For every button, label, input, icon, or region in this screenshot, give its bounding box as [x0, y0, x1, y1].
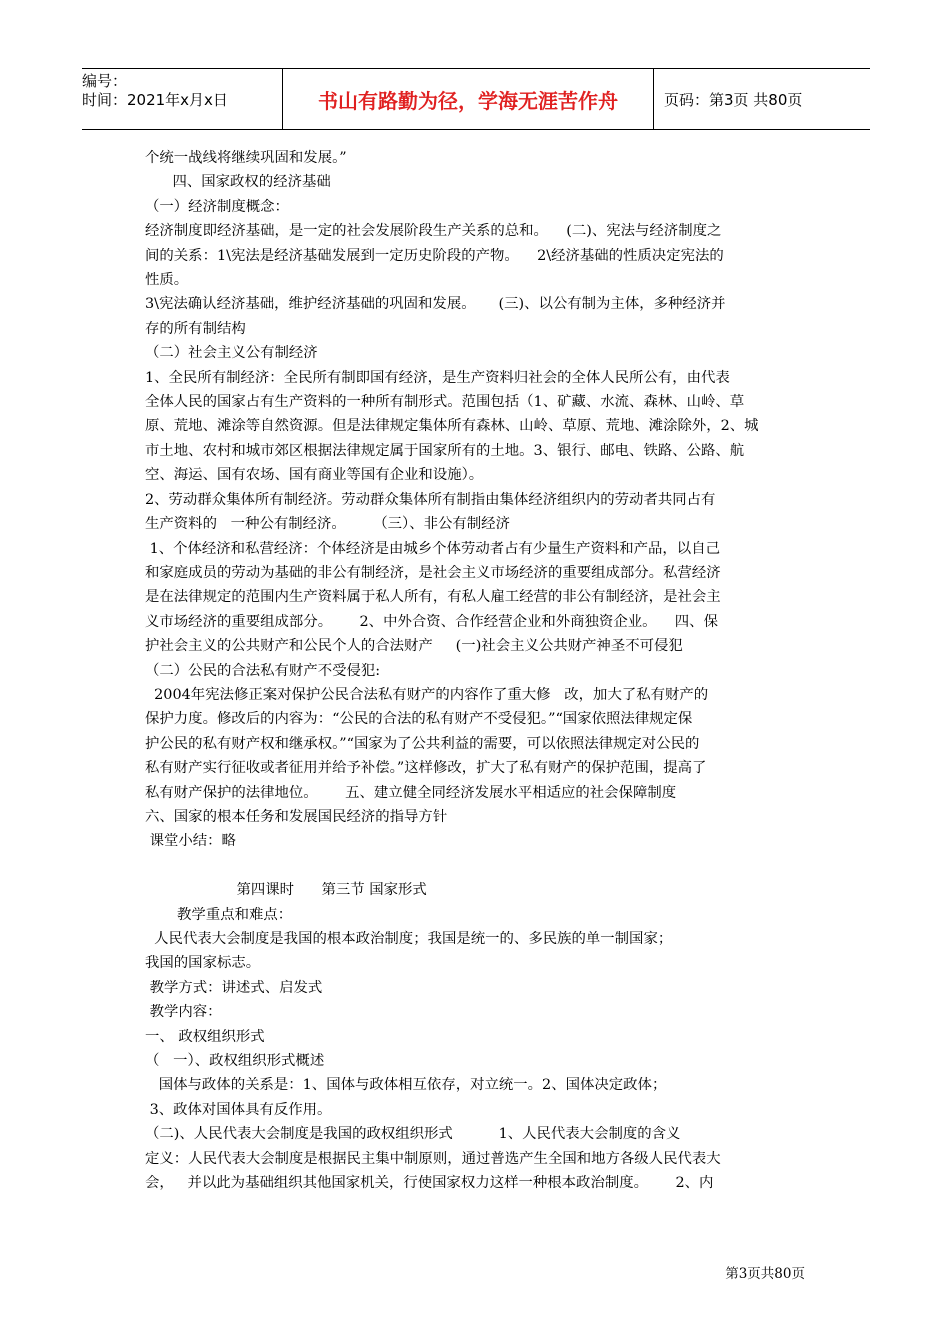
body-line: 1、全民所有制经济：全民所有制即国有经济，是生产资料归社会的全体人民所公有，由代表: [145, 369, 730, 386]
body-line: 是在法律规定的范围内生产资料属于私人所有，有私人雇工经营的非公有制经济，是社会主: [145, 589, 721, 606]
body-line: 护公民的私有财产权和继承权。”“国家为了公共利益的需要，可以依照法律规定对公民的: [145, 735, 700, 752]
body-line: 空、海运、国有农场、国有商业等国有企业和设施）。: [145, 467, 484, 484]
body-line: 护社会主义的公共财产和公民个人的合法财产 (一)社会主义公共财产神圣不可侵犯: [145, 638, 683, 655]
body-line: 定义：人民代表大会制度是根据民主集中制原则，通过普选产生全国和地方各级人民代表大: [145, 1150, 721, 1167]
body-line: 保护力度。修改后的内容为：“公民的合法的私有财产不受侵犯。”“国家依照法律规定保: [145, 711, 693, 728]
body-line: 四、国家政权的经济基础: [145, 174, 331, 191]
body-line: 间的关系：1\宪法是经济基础发展到一定历史阶段的产物。 2\经济基础的性质决定宪法的: [145, 247, 724, 264]
body-line: 存的所有制结构: [145, 320, 246, 337]
body-line: （二）公民的合法私有财产不受侵犯:: [145, 662, 381, 679]
body-line: 私有财产保护的法律地位。 五、建立健全同经济发展水平相适应的社会保障制度: [145, 784, 677, 801]
document-body: [145, 146, 810, 1195]
body-line: 私有财产实行征收或者征用并给予补偿。”这样修改，扩大了私有财产的保护范围，提高了: [145, 760, 707, 777]
body-line: 第四课时 第三节 国家形式: [145, 882, 427, 899]
document-number-label: 编号：: [82, 72, 128, 90]
body-line: 教学内容：: [145, 1004, 222, 1021]
body-line: 3、政体对国体具有反作用。: [145, 1101, 332, 1118]
body-line: 会， 并以此为基础组织其他国家机关，行使国家权力这样一种根本政治制度。 2、内: [145, 1175, 714, 1192]
body-line: 教学重点和难点：: [145, 906, 293, 923]
document-date-label: 时间：2021年x月x日: [82, 91, 228, 109]
body-line: 3\宪法确认经济基础，维护经济基础的巩固和发展。 (三)、以公有制为主体，多种经济并: [145, 296, 726, 313]
header-page-number: 页码：第3页 共80页: [664, 90, 803, 109]
body-line: 国体与政体的关系是：1、国体与政体相互依存，对立统一。2、国体决定政体；: [145, 1077, 667, 1094]
body-line: （二）社会主义公有制经济: [145, 345, 318, 362]
body-line: （一）经济制度概念：: [145, 198, 289, 215]
body-line: 经济制度即经济基础，是一定的社会发展阶段生产关系的总和。 (二)、宪法与经济制度之: [145, 223, 722, 240]
body-line: 和家庭成员的劳动为基础的非公有制经济，是社会主义市场经济的重要组成部分。私营经济: [145, 564, 721, 581]
body-line: 原、荒地、滩涂等自然资源。但是法律规定集体所有森林、山岭、草原、荒地、滩涂除外，2、城: [145, 418, 759, 435]
body-line: （ 一）、政权组织形式概述: [145, 1053, 325, 1070]
body-line: （二)、人民代表大会制度是我国的政权组织形式 1、人民代表大会制度的含义: [145, 1126, 681, 1143]
body-line: 课堂小结：略: [145, 833, 236, 850]
body-line: 六、国家的根本任务和发展国民经济的指导方针: [145, 808, 448, 825]
body-line: 市土地、农村和城市郊区根据法律规定属于国家所有的土地。3、银行、邮电、铁路、公路、航: [145, 442, 745, 459]
body-line: 教学方式：讲述式、启发式: [145, 979, 323, 996]
body-line: 个统一战线将继续巩固和发展。”: [145, 150, 347, 166]
body-line: 生产资料的 一种公有制经济。 （三）、非公有制经济: [145, 516, 510, 533]
body-line: 人民代表大会制度是我国的根本政治制度；我国是统一的、多民族的单一制国家；: [145, 931, 673, 947]
body-line: [145, 854, 810, 878]
header-motto: 书山有路勤为径，学海无涯苦作舟: [282, 69, 654, 129]
body-line: 2004年宪法修正案对保护公民合法私有财产的内容作了重大修 改，加大了私有财产的: [145, 686, 709, 703]
body-line: 一、 政权组织形式: [145, 1028, 265, 1045]
body-line: 我国的国家标志。: [145, 955, 261, 972]
body-line: 义市场经济的重要组成部分。 2、中外合资、合作经营企业和外商独资企业。 四、保: [145, 613, 718, 630]
footer-page-number: 第3页共80页: [725, 1266, 805, 1282]
header-meta: [82, 69, 282, 129]
body-line: 性质。: [145, 272, 189, 289]
body-line: 1、个体经济和私营经济：个体经济是由城乡个体劳动者占有少量生产资料和产品，以自己: [145, 540, 720, 557]
body-line: 2、劳动群众集体所有制经济。劳动群众集体所有制指由集体经济组织内的劳动者共同占有: [145, 491, 716, 508]
body-line: 全体人民的国家占有生产资料的一种所有制形式。范围包括（1、矿藏、水流、森林、山岭、草: [145, 394, 745, 411]
page-header: [82, 68, 870, 130]
